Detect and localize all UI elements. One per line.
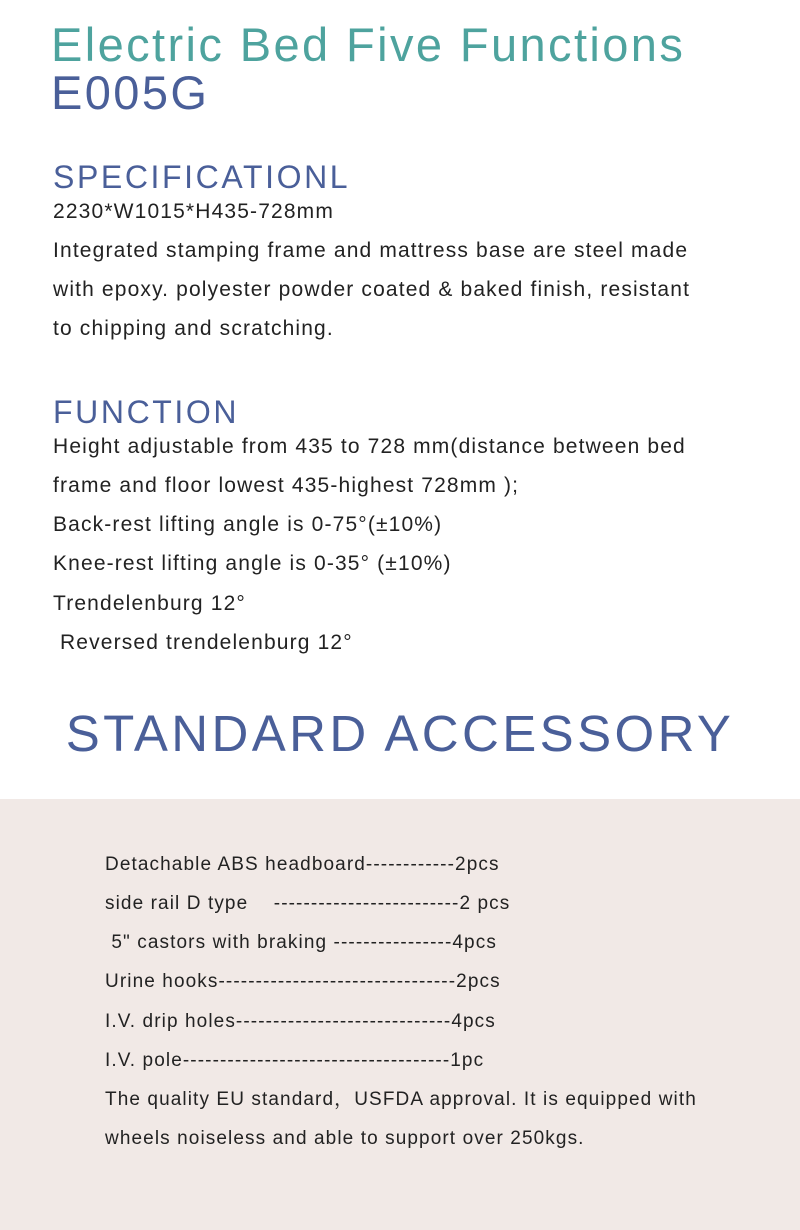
specification-heading: SPECIFICATIONL (53, 159, 351, 195)
accessory-note-line: wheels noiseless and able to support over 250kgs. (105, 1128, 585, 1149)
function-line: Trendelenburg 12° (53, 592, 246, 615)
accessory-item: Urine hooks--------------------------------2pcs (105, 971, 501, 992)
description-line: Integrated stamping frame and mattress base are steel made (53, 239, 689, 262)
model-number: E005G (51, 66, 210, 119)
accessory-note-line: The quality EU standard，USFDA approval. It is equipped with (105, 1089, 697, 1110)
function-line: Back-rest lifting angle is 0-75°(±10%) (53, 513, 443, 536)
description-line: with epoxy. polyester powder coated & baked finish, resistant (53, 278, 691, 301)
function-line: Reversed trendelenburg 12° (53, 631, 353, 654)
function-heading: FUNCTION (53, 394, 240, 430)
dimensions-text: 2230*W1015*H435-728mm (53, 200, 334, 223)
function-line: Height adjustable from 435 to 728 mm(distance between bed (53, 435, 686, 458)
accessory-item: I.V. drip holes-----------------------------4pcs (105, 1011, 496, 1032)
accessory-heading: STANDARD ACCESSORY (65, 705, 735, 762)
page-title: Electric Bed Five Functions (51, 18, 686, 71)
function-line: frame and floor lowest 435-highest 728mm ); (53, 474, 520, 497)
accessory-item: side rail D type -------------------------2 pcs (105, 893, 511, 914)
accessory-item: I.V. pole------------------------------------1pc (105, 1050, 485, 1071)
description-line: to chipping and scratching. (53, 317, 334, 340)
function-line: Knee-rest lifting angle is 0-35° (±10%) (53, 552, 452, 575)
accessory-item: Detachable ABS headboard------------2pcs (105, 854, 500, 875)
accessory-item: 5" castors with braking ----------------4pcs (105, 932, 497, 953)
